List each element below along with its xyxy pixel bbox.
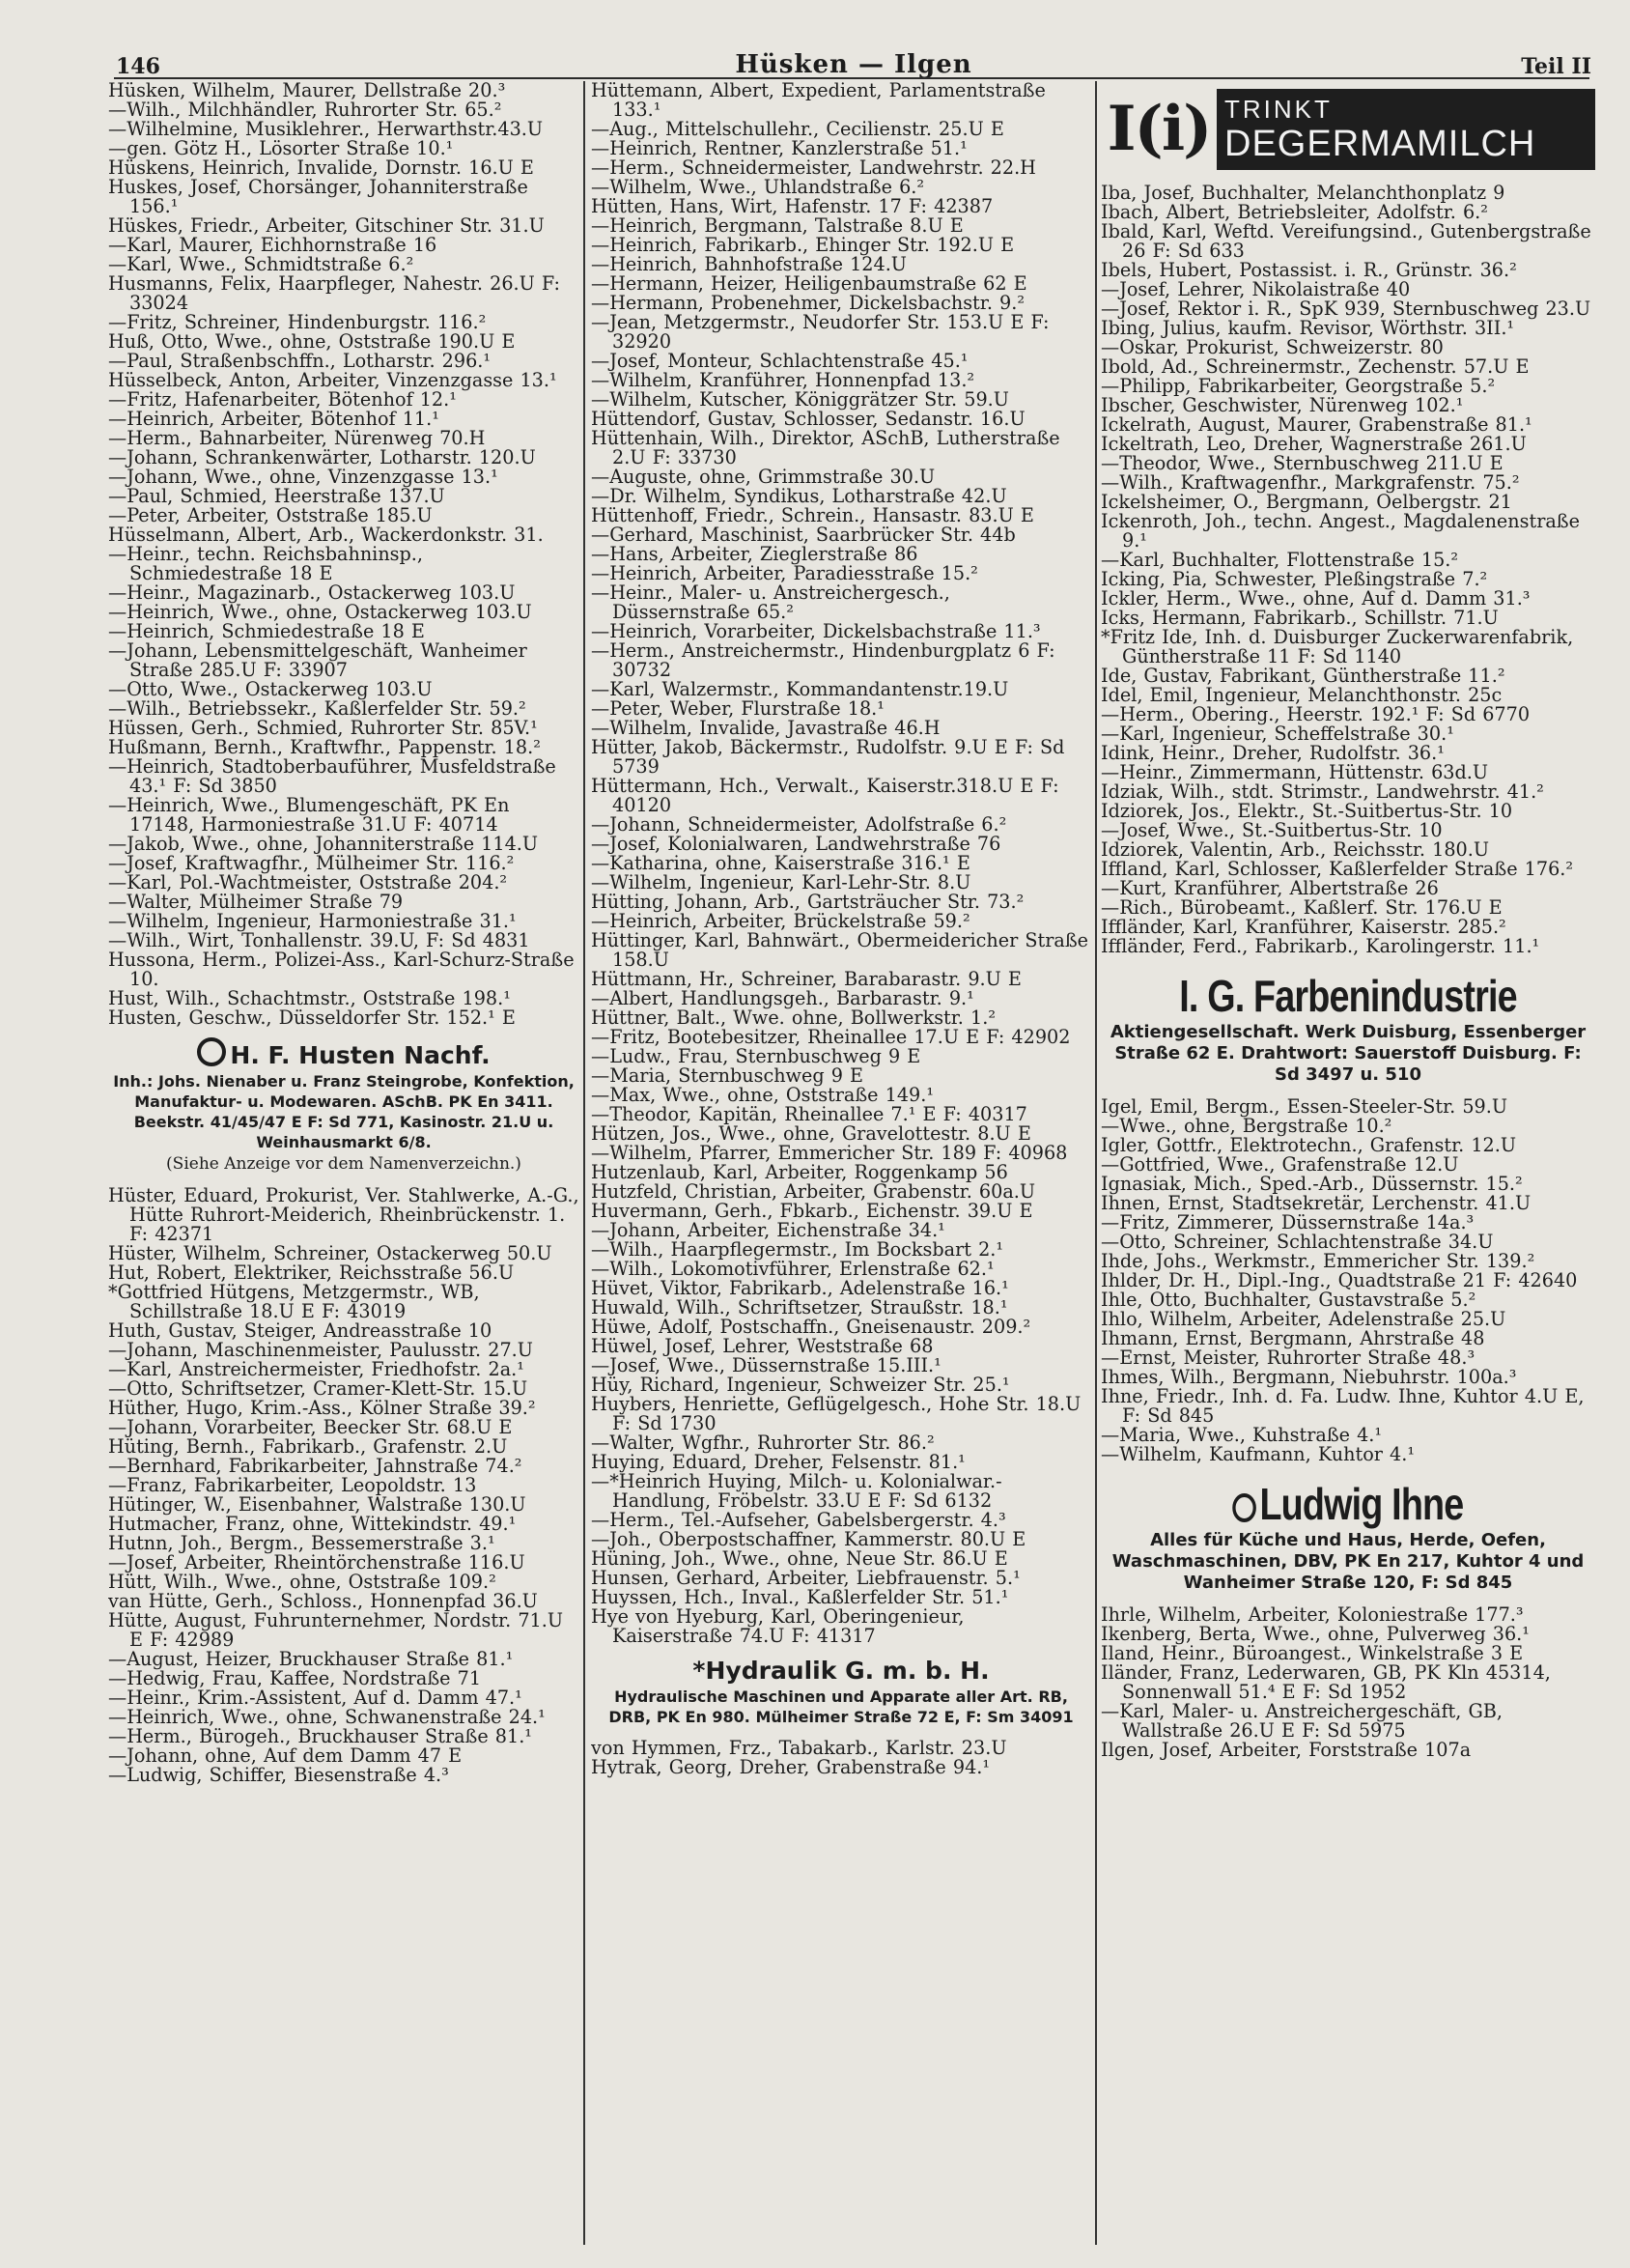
directory-entry: Hust, Wilh., Schachtmstr., Oststraße 198.¹ <box>108 987 511 1009</box>
directory-entry: Hüting, Bernh., Fabrikarb., Grafenstr. 2.U <box>108 1435 508 1458</box>
directory-entry: Iland, Heinr., Büroangest., Winkelstraße 3 E <box>1101 1642 1524 1664</box>
directory-entry: Iffländer, Ferd., Fabrikarb., Karolingerstr. 11.¹ <box>1101 935 1540 957</box>
column-3 <box>1101 81 1595 2245</box>
entry-list <box>591 1739 1091 1777</box>
directory-entry: Hüttenhoff, Friedr., Schrein., Hansastr. 83.U E <box>591 504 1034 526</box>
directory-entry: Hüsken, Wilhelm, Maurer, Dellstraße 20.³ <box>108 81 506 101</box>
ad-hydraulik <box>591 1656 1091 1727</box>
directory-entry: Hutnn, Joh., Bergm., Bessemerstraße 3.¹ <box>108 1532 495 1554</box>
directory-entry: Hytrak, Georg, Dreher, Grabenstraße 94.¹ <box>591 1756 991 1778</box>
directory-entry: Idink, Heinr., Dreher, Rudolfstr. 36.¹ <box>1101 742 1445 764</box>
directory-entry: Hutmacher, Franz, ohne, Wittekindstr. 49.¹ <box>108 1513 517 1535</box>
banner-line2: DEGERMAMILCH <box>1224 124 1536 164</box>
directory-entry: Ickenroth, Joh., techn. Angest., Magdalenenstraße 9.¹ <box>1101 510 1580 552</box>
directory-entry: Huying, Eduard, Dreher, Felsenstr. 81.¹ <box>591 1451 966 1473</box>
directory-entry: Ibels, Hubert, Postassist. i. R., Grünstr. 36.² <box>1101 259 1517 281</box>
directory-entry: —Wilhelm, Pfarrer, Emmericher Str. 189 F: 40968 <box>591 1142 1068 1164</box>
directory-entry: —Karl, Maurer, Eichhornstraße 16 <box>108 234 437 256</box>
ad-farben <box>1101 970 1595 1086</box>
directory-entry: —Hermann, Heizer, Heiligenbaumstraße 62 E <box>591 272 1027 295</box>
directory-entry: Hußmann, Bernh., Kraftwfhr., Pappenstr. 18.² <box>108 736 541 758</box>
column-divider <box>583 81 585 2245</box>
directory-entry: Icks, Hermann, Fabrikarb., Schillstr. 71.U <box>1101 607 1499 629</box>
directory-entry: —Wilh., Haarpflegermstr., Im Bocksbart 2.¹ <box>591 1238 1004 1261</box>
directory-entry: —Peter, Weber, Flurstraße 18.¹ <box>591 697 885 720</box>
directory-entry: —Peter, Arbeiter, Oststraße 185.U <box>108 504 433 526</box>
directory-entry: —Karl, Wwe., Schmidtstraße 6.² <box>108 253 414 275</box>
directory-entry: Ickelsheimer, O., Bergmann, Oelbergstr. 21 <box>1101 491 1512 513</box>
directory-entry: —Maria, Wwe., Kuhstraße 4.¹ <box>1101 1424 1383 1446</box>
directory-entry: Ihle, Otto, Buchhalter, Gustavstraße 5.² <box>1101 1289 1476 1311</box>
directory-entry: —Johann, Arbeiter, Eichenstraße 34.¹ <box>591 1219 945 1241</box>
directory-entry: —Wilhelm, Kaufmann, Kuhtor 4.¹ <box>1101 1443 1416 1465</box>
directory-entry: —Heinrich, Stadtoberbauführer, Musfeldstraße 43.¹ F: Sd 3850 <box>108 755 556 797</box>
directory-entry: Hüster, Wilhelm, Schreiner, Ostackerweg 50.U <box>108 1242 552 1264</box>
banner-logo: I(i) <box>1107 93 1211 165</box>
directory-entry: —Hermann, Probenehmer, Dickelsbachstr. 9.² <box>591 292 1026 314</box>
entry-list <box>1101 184 1595 956</box>
degermamilch-banner <box>1101 85 1595 174</box>
directory-entry: Idel, Emil, Ingenieur, Melanchthonstr. 25c <box>1101 684 1503 706</box>
directory-entry: —Josef, Monteur, Schlachtenstraße 45.¹ <box>591 350 969 372</box>
directory-entry: Ihlder, Dr. H., Dipl.-Ing., Quadtstraße 21 F: 42640 <box>1101 1269 1578 1291</box>
ad-husten-name: H. F. Husten Nachf. <box>108 1037 579 1071</box>
directory-entry: Ikenberg, Berta, Wwe., ohne, Pulverweg 36.¹ <box>1101 1623 1530 1645</box>
directory-entry: —Fritz, Bootebesitzer, Rheinallee 17.U E F: 42902 <box>591 1026 1071 1048</box>
directory-entry: —Wilh., Kraftwagenfhr., Markgrafenstr. 75.² <box>1101 471 1520 494</box>
directory-entry: Ide, Gustav, Fabrikant, Güntherstraße 11.² <box>1101 665 1505 687</box>
directory-entry: Huyssen, Hch., Inval., Kaßlerfelder Str. 51.¹ <box>591 1586 1009 1608</box>
directory-entry: —Wilhelm, Invalide, Javastraße 46.H <box>591 717 941 739</box>
directory-entry: Ibach, Albert, Betriebsleiter, Adolfstr. 6.² <box>1101 201 1488 223</box>
directory-entry: —Jakob, Wwe., ohne, Johanniterstraße 114.U <box>108 833 539 855</box>
directory-entry: —Wilhelmine, Musiklehrer., Herwarthstr.43.U <box>108 118 544 140</box>
banner-line1: TRINKT <box>1224 95 1333 124</box>
directory-entry: —Heinrich, Arbeiter, Brückelstraße 59.² <box>591 910 970 932</box>
ad-ihne-name: Ludwig Ihne <box>1145 1478 1551 1530</box>
directory-entry: —Ernst, Meister, Ruhrorter Straße 48.³ <box>1101 1347 1475 1369</box>
directory-entry: Hützen, Jos., Wwe., ohne, Gravelottestr. 8.U E <box>591 1122 1031 1145</box>
directory-entry: Idziak, Wilh., stdt. Strimstr., Landwehrstr. 41.² <box>1101 780 1544 803</box>
directory-entry: Hutzenlaub, Karl, Arbeiter, Roggenkamp 56 <box>591 1161 1008 1183</box>
directory-entry: Hye von Hyeburg, Karl, Oberingenieur, Kaiserstraße 74.U F: 41317 <box>591 1605 965 1647</box>
banner-box <box>1217 89 1595 170</box>
directory-entry: Hussona, Herm., Polizei-Ass., Karl-Schurz-Straße 10. <box>108 949 575 990</box>
ad-ihne <box>1101 1478 1595 1594</box>
directory-entry: —Johann, Lebensmittelgeschäft, Wanheimer Straße 285.U F: 33907 <box>108 639 527 681</box>
directory-entry: Idziorek, Jos., Elektr., St.-Suitbertus-Str. 10 <box>1101 800 1513 822</box>
directory-entry: —Gerhard, Maschinist, Saarbrücker Str. 44b <box>591 524 1016 546</box>
directory-entry: —Heinrich, Schmiedestraße 18 E <box>108 620 425 642</box>
directory-entry: Ibing, Julius, kaufm. Revisor, Wörthstr. 3II.¹ <box>1101 317 1515 339</box>
directory-entry: —Auguste, ohne, Grimmstraße 30.U <box>591 466 936 488</box>
directory-entry: Iffländer, Karl, Kranführer, Kaiserstr. 285.² <box>1101 916 1506 938</box>
directory-entry: Hütting, Johann, Arb., Gartsträucher Str. 73.² <box>591 891 1025 913</box>
directory-entry: —Hedwig, Frau, Kaffee, Nordstraße 71 <box>108 1667 482 1689</box>
directory-entry: —Dr. Wilhelm, Syndikus, Lotharstraße 42.U <box>591 485 1007 507</box>
directory-entry: —Franz, Fabrikarbeiter, Leopoldstr. 13 <box>108 1474 477 1496</box>
directory-entry: Huß, Otto, Wwe., ohne, Oststraße 190.U E <box>108 330 516 353</box>
directory-entry: Ihne, Friedr., Inh. d. Fa. Ludw. Ihne, Kuhtor 4.U E, F: Sd 845 <box>1101 1385 1585 1427</box>
directory-entry: Ihlo, Wilhelm, Arbeiter, Adelenstraße 25.U <box>1101 1308 1506 1330</box>
directory-entry: von Hymmen, Frz., Tabakarb., Karlstr. 23.U <box>591 1737 1007 1759</box>
directory-entry: Huskes, Josef, Chorsänger, Johanniterstraße 156.¹ <box>108 176 528 217</box>
directory-entry: Iffland, Karl, Schlosser, Kaßlerfelder Straße 176.² <box>1101 858 1574 880</box>
directory-entry: —Heinr., Magazinarb., Ostackerweg 103.U <box>108 581 516 604</box>
directory-entry: —Herm., Anstreichermstr., Hindenburgplatz 6 F: 30732 <box>591 639 1055 681</box>
directory-entry: —Herm., Bürogeh., Bruckhauser Straße 81.¹ <box>108 1725 532 1747</box>
directory-entry: —Josef, Kraftwagfhr., Mülheimer Str. 116.² <box>108 852 515 874</box>
directory-entry: Huth, Gustav, Steiger, Andreasstraße 10 <box>108 1319 492 1342</box>
directory-entry: Ihnen, Ernst, Stadtsekretär, Lerchenstr. 41.U <box>1101 1192 1532 1214</box>
directory-entry: Hüning, Joh., Wwe., ohne, Neue Str. 86.U E <box>591 1547 1008 1570</box>
entry-list <box>108 81 579 1028</box>
entry-list <box>1101 1097 1595 1464</box>
directory-entry: —Wilhelm, Ingenieur, Harmoniestraße 31.¹ <box>108 910 517 932</box>
directory-entry: —Josef, Wwe., St.-Suitbertus-Str. 10 <box>1101 819 1443 841</box>
directory-entry: —August, Heizer, Bruckhauser Straße 81.¹ <box>108 1648 514 1670</box>
directory-entry: —Fritz, Hafenarbeiter, Bötenhof 12.¹ <box>108 388 457 411</box>
directory-entry: —Hans, Arbeiter, Zieglerstraße 86 <box>591 543 918 565</box>
ad-farben-text: Aktiengesellschaft. Werk Duisburg, Essenberger Straße 62 E. Drahtwort: Sauerstoff Duisburg. F: Sd 3497 u. 510 <box>1110 1022 1587 1085</box>
directory-entry: Ickler, Herm., Wwe., ohne, Auf d. Damm 31.³ <box>1101 587 1531 610</box>
ring-icon <box>197 1037 226 1066</box>
directory-entry: Iländer, Franz, Lederwaren, GB, PK Kln 45314, Sonnenwall 51.⁴ E F: Sd 1952 <box>1101 1661 1551 1703</box>
directory-entry: —Heinr., Zimmermann, Hüttenstr. 63d.U <box>1101 761 1489 783</box>
directory-entry: —Herm., Schneidermeister, Landwehrstr. 22.H <box>591 156 1036 179</box>
directory-entry: —Heinrich, Fabrikarb., Ehinger Str. 192.U E <box>591 234 1015 256</box>
directory-entry: —Ludw., Frau, Sternbuschweg 9 E <box>591 1045 921 1067</box>
directory-entry: Ibscher, Geschwister, Nürenweg 102.¹ <box>1101 394 1464 416</box>
directory-entry: —Johann, ohne, Auf dem Damm 47 E <box>108 1744 463 1767</box>
directory-entry: —Wilh., Milchhändler, Ruhrorter Str. 65.² <box>108 99 502 121</box>
directory-entry: Hüther, Hugo, Krim.-Ass., Kölner Straße 39.² <box>108 1397 536 1419</box>
directory-entry: —Jean, Metzgermstr., Neudorfer Str. 153.U E F: 32920 <box>591 311 1050 353</box>
directory-entry: —Fritz, Zimmerer, Düssernstraße 14a.³ <box>1101 1211 1475 1233</box>
directory-entry: —Wilhelm, Ingenieur, Karl-Lehr-Str. 8.U <box>591 871 971 893</box>
directory-entry: —Max, Wwe., ohne, Oststraße 149.¹ <box>591 1084 935 1106</box>
directory-entry: —Josef, Arbeiter, Rheintörchenstraße 116.U <box>108 1551 525 1573</box>
directory-entry: —Wilh., Wirt, Tonhallenstr. 39.U, F: Sd 4831 <box>108 929 530 951</box>
ad-hydraulik-name: *Hydraulik G. m. b. H. <box>692 1657 990 1685</box>
directory-entry: Ihde, Johs., Werkmstr., Emmericher Str. 139.² <box>1101 1250 1535 1272</box>
directory-entry: —Heinrich, Arbeiter, Bötenhof 11.¹ <box>108 408 439 430</box>
directory-entry: —Otto, Wwe., Ostackerweg 103.U <box>108 678 433 700</box>
directory-entry: —Karl, Buchhalter, Flottenstraße 15.² <box>1101 549 1459 571</box>
directory-entry: —Josef, Lehrer, Nikolaistraße 40 <box>1101 278 1411 300</box>
directory-entry: —Aug., Mittelschullehr., Cecilienstr. 25.U E <box>591 118 1004 140</box>
directory-entry: Hütten, Hans, Wirt, Hafenstr. 17 F: 42387 <box>591 195 994 217</box>
ad-husten-text: Inh.: Johs. Nienaber u. Franz Steingrobe, Konfektion, Manufaktur- u. Modewaren. ASchB. PK En 3411. Beekstr. 41/45/47 E F: Sd 771, Kasinostr. 21.U u. Weinhausmarkt 6/8. <box>113 1072 575 1151</box>
directory-entry: Idziorek, Valentin, Arb., Reichsstr. 180.U <box>1101 838 1490 861</box>
directory-entry: Hüskes, Friedr., Arbeiter, Gitschiner Str. 31.U <box>108 214 545 237</box>
directory-entry: Huybers, Henriette, Geflügelgesch., Hohe Str. 18.U F: Sd 1730 <box>591 1393 1082 1434</box>
directory-entry: Ickeltrath, Leo, Dreher, Wagnerstraße 261.U <box>1101 433 1527 455</box>
directory-entry: —Heinrich, Vorarbeiter, Dickelsbachstraße 11.³ <box>591 620 1041 642</box>
page-number: 146 <box>116 54 160 79</box>
directory-entry: van Hütte, Gerh., Schloss., Honnenpfad 36.U <box>108 1590 538 1612</box>
entry-list <box>591 81 1091 1646</box>
directory-entry: —Kurt, Kranführer, Albertstraße 26 <box>1101 877 1439 899</box>
directory-entry: —Wwe., ohne, Bergstraße 10.² <box>1101 1115 1392 1137</box>
directory-entry: Hut, Robert, Elektriker, Reichsstraße 56.U <box>108 1262 515 1284</box>
directory-entry: Huwald, Wilh., Schriftsetzer, Straußstr. 18.¹ <box>591 1296 1008 1318</box>
directory-entry: —Rich., Bürobeamt., Kaßlerf. Str. 176.U E <box>1101 896 1503 919</box>
directory-entry: —Heinr., Maler- u. Anstreichergesch., Düssernstraße 65.² <box>591 581 950 623</box>
directory-entry: Hüsselmann, Albert, Arb., Wackerdonkstr. 31. <box>108 524 544 546</box>
directory-entry: —Heinrich, Rentner, Kanzlerstraße 51.¹ <box>591 137 968 159</box>
directory-entry: —Joh., Oberpostschaffner, Kammerstr. 80.U E <box>591 1528 1026 1550</box>
directory-entry: —Karl, Walzermstr., Kommandantenstr.19.U <box>591 678 1009 700</box>
directory-entry: —Heinrich, Bergmann, Talstraße 8.U E <box>591 214 964 237</box>
directory-entry: Hütte, August, Fuhrunternehmer, Nordstr. 71.U E F: 42989 <box>108 1609 564 1651</box>
ad-husten-note: (Siehe Anzeige vor dem Namenverzeichn.) <box>166 1154 521 1174</box>
directory-entry: —Heinr., techn. Reichsbahninsp., Schmiedestraße 18 E <box>108 543 424 584</box>
directory-entry: —Maria, Sternbuschweg 9 E <box>591 1064 864 1087</box>
directory-entry: —Wilhelm, Wwe., Uhlandstraße 6.² <box>591 176 925 198</box>
directory-entry: Hüttendorf, Gustav, Schlosser, Sedanstr. 16.U <box>591 408 1026 430</box>
directory-entry: —Josef, Rektor i. R., SpK 939, Sternbuschweg 23.U <box>1101 298 1591 320</box>
directory-entry: Hutzfeld, Christian, Arbeiter, Grabenstr. 60a.U <box>591 1180 1036 1203</box>
directory-entry: Hüttemann, Albert, Expedient, Parlamentstraße 133.¹ <box>591 81 1046 121</box>
page-header <box>116 39 1591 79</box>
directory-entry: Hüttner, Balt., Wwe. ohne, Bollwerkstr. 1.² <box>591 1006 997 1029</box>
directory-entry: —Johann, Maschinenmeister, Paulusstr. 27.U <box>108 1339 533 1361</box>
directory-entry: —Katharina, ohne, Kaiserstraße 316.¹ E <box>591 852 970 874</box>
directory-entry: Hüwe, Adolf, Postschaffn., Gneisenaustr. 209.² <box>591 1316 1031 1338</box>
directory-entry: —Karl, Anstreichermeister, Friedhofstr. 2a.¹ <box>108 1358 524 1380</box>
directory-entry: —gen. Götz H., Lösorter Straße 10.¹ <box>108 137 454 159</box>
ad-hydraulik-text: Hydraulische Maschinen und Apparate aller Art. RB, DRB, PK En 980. Mülheimer Straße 72 E, F: Sm 34091 <box>608 1687 1074 1726</box>
directory-entry: —Karl, Ingenieur, Scheffelstraße 30.¹ <box>1101 723 1454 745</box>
directory-entry: —Wilh., Betriebssekr., Kaßlerfelder Str. 59.² <box>108 697 526 720</box>
directory-entry: Ibold, Ad., Schreinermstr., Zechenstr. 57.U E <box>1101 355 1530 378</box>
directory-entry: Hüwel, Josef, Lehrer, Weststraße 68 <box>591 1335 934 1357</box>
directory-entry: Hüskens, Heinrich, Invalide, Dornstr. 16.U E <box>108 156 534 179</box>
directory-entry: Huvermann, Gerh., Fbkarb., Eichenstr. 39.U E <box>591 1200 1033 1222</box>
directory-entry: —Paul, Schmied, Heerstraße 137.U <box>108 485 445 507</box>
directory-entry: —Johann, Schneidermeister, Adolfstraße 6.² <box>591 813 1007 836</box>
directory-entry: Ihmann, Ernst, Bergmann, Ahrstraße 48 <box>1101 1327 1485 1349</box>
ring-icon <box>1233 1493 1257 1522</box>
directory-entry: Hütinger, W., Eisenbahner, Walstraße 130.U <box>108 1493 526 1516</box>
directory-entry: —Gottfried, Wwe., Grafenstraße 12.U <box>1101 1153 1459 1176</box>
directory-entry: Ickelrath, August, Maurer, Grabenstraße 81.¹ <box>1101 413 1532 436</box>
directory-entry: —Philipp, Fabrikarbeiter, Georgstraße 5.² <box>1101 375 1496 397</box>
directory-entry: Hüster, Eduard, Prokurist, Ver. Stahlwerke, A.-G., Hütte Ruhrort-Meiderich, Rheinbrückenstr. 1. F: 42371 <box>108 1184 579 1245</box>
directory-entry: —Karl, Maler- u. Anstreichergeschäft, GB, Wallstraße 26.U E F: Sd 5975 <box>1101 1700 1503 1742</box>
part-label: Teil II <box>1521 54 1591 79</box>
directory-entry: —Theodor, Kapitän, Rheinallee 7.¹ E F: 40317 <box>591 1103 1027 1125</box>
directory-entry: —Josef, Wwe., Düssernstraße 15.III.¹ <box>591 1354 941 1376</box>
directory-entry: —Herm., Tel.-Aufseher, Gabelsbergerstr. 4.³ <box>591 1509 1006 1531</box>
directory-entry: Hüvet, Viktor, Fabrikarb., Adelenstraße 16.¹ <box>591 1277 1009 1299</box>
directory-entry: Hüttinger, Karl, Bahnwärt., Obermeidericher Straße 158.U <box>591 929 1089 971</box>
directory-entry: Hunsen, Gerhard, Arbeiter, Liebfrauenstr. 5.¹ <box>591 1567 1021 1589</box>
directory-entry: —Walter, Mülheimer Straße 79 <box>108 891 404 913</box>
directory-entry: —Heinr., Krim.-Assistent, Auf d. Damm 47.¹ <box>108 1687 522 1709</box>
directory-entry: —Otto, Schriftsetzer, Cramer-Klett-Str. 15.U <box>108 1377 528 1400</box>
ad-farben-name: I. G. Farbenindustrie <box>1179 971 1517 1021</box>
directory-entry: —Walter, Wgfhr., Ruhrorter Str. 86.² <box>591 1432 935 1454</box>
page-title: Hüsken — Ilgen <box>735 50 972 79</box>
directory-entry: Husmanns, Felix, Haarpfleger, Nahestr. 26.U F: 33024 <box>108 272 560 314</box>
directory-entry: —Albert, Handlungsgeh., Barbarastr. 9.¹ <box>591 987 974 1009</box>
directory-entry: Icking, Pia, Schwester, Pleßingstraße 7.² <box>1101 568 1488 590</box>
directory-entry: Hüttenhain, Wilh., Direktor, ASchB, Lutherstraße 2.U F: 33730 <box>591 427 1060 468</box>
directory-entry: Hüsselbeck, Anton, Arbeiter, Vinzenzgasse 13.¹ <box>108 369 557 391</box>
column-1 <box>108 81 579 2245</box>
header-rule <box>114 77 1589 79</box>
directory-entry: —Bernhard, Fabrikarbeiter, Jahnstraße 74.² <box>108 1455 522 1477</box>
directory-entry: Ihrle, Wilhelm, Arbeiter, Koloniestraße 177.³ <box>1101 1603 1524 1626</box>
directory-entry: —Oskar, Prokurist, Schweizerstr. 80 <box>1101 336 1444 358</box>
directory-entry: —*Heinrich Huying, Milch- u. Kolonialwar.-Handlung, Fröbelstr. 33.U E F: Sd 6132 <box>591 1470 1002 1512</box>
directory-entry: —Heinrich, Wwe., ohne, Ostackerweg 103.U <box>108 601 532 623</box>
directory-entry: Hütt, Wilh., Wwe., ohne, Oststraße 109.² <box>108 1571 496 1593</box>
directory-entry: Ibald, Karl, Weftd. Vereifungsind., Gutenbergstraße 26 F: Sd 633 <box>1101 220 1591 262</box>
directory-entry: —Wilhelm, Kranführer, Honnenpfad 13.² <box>591 369 975 391</box>
directory-entry: —Heinrich, Arbeiter, Paradiesstraße 15.² <box>591 562 978 584</box>
entry-list <box>1101 1605 1595 1760</box>
directory-entry: —Heinrich, Wwe., Blumengeschäft, PK En 17148, Harmoniestraße 31.U F: 40714 <box>108 794 510 836</box>
directory-entry: —Fritz, Schreiner, Hindenburgstr. 116.² <box>108 311 487 333</box>
directory-entry: —Josef, Kolonialwaren, Landwehrstraße 76 <box>591 833 1001 855</box>
directory-entry: —Karl, Pol.-Wachtmeister, Oststraße 204.² <box>108 871 508 893</box>
directory-entry: —Herm., Obering., Heerstr. 192.¹ F: Sd 6770 <box>1101 703 1531 725</box>
ad-ihne-text: Alles für Küche und Haus, Herde, Oefen, Waschmaschinen, DBV, PK En 217, Kuhtor 4 und Wanheimer Straße 120, F: Sd 845 <box>1111 1530 1585 1593</box>
directory-entry: Hüssen, Gerh., Schmied, Ruhrorter Str. 85V.¹ <box>108 717 538 739</box>
directory-entry: Igler, Gottfr., Elektrotechn., Grafenstr. 12.U <box>1101 1134 1517 1156</box>
directory-entry: —Johann, Schrankenwärter, Lotharstr. 120.U <box>108 446 536 468</box>
directory-entry: —Johann, Vorarbeiter, Beecker Str. 68.U E <box>108 1416 513 1438</box>
directory-entry: *Gottfried Hütgens, Metzgermstr., WB, Schillstraße 18.U E F: 43019 <box>108 1281 480 1322</box>
directory-entry: Hüy, Richard, Ingenieur, Schweizer Str. 25.¹ <box>591 1374 1010 1396</box>
directory-entry: *Fritz Ide, Inh. d. Duisburger Zuckerwarenfabrik, Güntherstraße 11 F: Sd 1140 <box>1101 626 1574 667</box>
directory-entry: —Wilh., Lokomotivführer, Erlenstraße 62.¹ <box>591 1258 995 1280</box>
entry-list <box>108 1186 579 1785</box>
directory-entry: Husten, Geschw., Düsseldorfer Str. 152.¹ E <box>108 1006 516 1029</box>
directory-entry: —Heinrich, Bahnhofstraße 124.U <box>591 253 907 275</box>
directory-entry: Igel, Emil, Bergm., Essen-Steeler-Str. 59.U <box>1101 1095 1508 1118</box>
directory-entry: Hüttermann, Hch., Verwalt., Kaiserstr.318.U E F: 40120 <box>591 775 1059 816</box>
directory-entry: Ignasiak, Mich., Sped.-Arb., Düssernstr. 15.² <box>1101 1173 1523 1195</box>
directory-entry: Ilgen, Josef, Arbeiter, Forststraße 107a <box>1101 1739 1472 1761</box>
column-2 <box>591 81 1091 2245</box>
directory-entry: Iba, Josef, Buchhalter, Melanchthonplatz 9 <box>1101 182 1505 204</box>
directory-entry: —Otto, Schreiner, Schlachtenstraße 34.U <box>1101 1231 1494 1253</box>
directory-entry: —Wilhelm, Kutscher, Königgrätzer Str. 59.U <box>591 388 1009 411</box>
directory-entry: —Johann, Wwe., ohne, Vinzenzgasse 13.¹ <box>108 466 498 488</box>
directory-entry: Hütter, Jakob, Bäckermstr., Rudolfstr. 9.U E F: Sd 5739 <box>591 736 1065 778</box>
directory-entry: —Theodor, Wwe., Sternbuschweg 211.U E <box>1101 452 1504 474</box>
directory-entry: —Paul, Straßenbschffn., Lotharstr. 296.¹ <box>108 350 492 372</box>
directory-entry: —Herm., Bahnarbeiter, Nürenweg 70.H <box>108 427 486 449</box>
directory-entry: —Ludwig, Schiffer, Biesenstraße 4.³ <box>108 1764 449 1786</box>
directory-entry: —Heinrich, Wwe., ohne, Schwanenstraße 24.¹ <box>108 1706 546 1728</box>
ad-husten <box>108 1037 579 1175</box>
directory-entry: Ihmes, Wilh., Bergmann, Niebuhrstr. 100a.³ <box>1101 1366 1517 1388</box>
column-divider <box>1095 81 1097 2245</box>
directory-entry: Hüttmann, Hr., Schreiner, Barabarastr. 9.U E <box>591 968 1022 990</box>
